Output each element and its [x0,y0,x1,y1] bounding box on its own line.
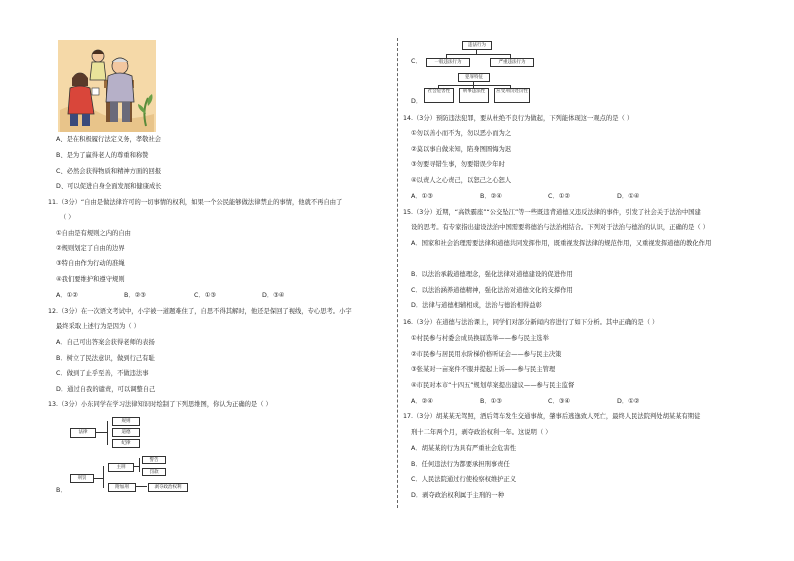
q13a-child-2: 道德 [112,428,140,437]
q13b-connector [93,478,103,479]
q15-option-d: D．法律与道德相辅相成，法治与德治相得益彰 [411,302,542,309]
q13b-main-child-2: 罚款 [142,468,166,476]
q11-item-3: ③特自由作为行动的准绳 [56,260,125,267]
q11-choice-b: B．②③ [124,292,146,299]
q13-option-d-diagram [420,72,560,106]
q11-item-4: ④我们要维护和遵守规则 [56,276,125,283]
column-divider [397,38,398,508]
q13a-bracket [107,421,108,445]
q15-option-c: C．以法治涵养道德精神，强化法治对道德文化的支撑作用 [411,287,573,294]
q13a-connector [95,432,107,433]
q12-option-d: D．通过自我的谴责，可以调整自己 [56,386,156,393]
q12-option-a: A．自己可出答案会获得老师的表扬 [56,339,155,346]
q16-item-2: ②市民参与居民用水阶梯价格听证会——参与民主决策 [411,351,562,358]
q13d-root-box: 犯罪特征 [458,73,490,82]
q11-choice-a: A．①② [56,292,78,299]
q12-option-c: C．做到了止乎至善，不做违法事 [56,370,149,377]
q13b-bracket [103,466,104,488]
q13-option-c-label: C． [411,58,422,65]
q13c-child-1: 一般违法行为 [426,58,470,67]
q13d-child-3: 应受刑罚处罚性 [494,88,530,103]
q17-option-b: B．任何违法行为都要承担刑事责任 [411,461,510,468]
q13d-cross-line [438,85,510,86]
q13a-child-1: 规则 [112,417,140,426]
q12-stem: 12.（3分）在一次语文考试中，小宇被一道题难住了，自思不得其解时，他还是保回了视线，专心思考。小宇 [48,308,352,315]
q13b-main-child-1: 警告 [142,456,166,464]
q13d-child-1: 社会危害性 [424,88,454,103]
q16-item-4: ④市民对本市“十四五”规划草案提出建议——参与民主监督 [411,382,575,389]
q11-choice-c: C．①③ [194,292,216,299]
q15-option-b: B．以法治承载道德理念，强化法律对道德建设的促进作用 [411,271,573,278]
q13c-root-box: 违法行为 [462,41,492,50]
q14-choice-c: C．①② [548,193,570,200]
q13-stem: 13.（3分）小东同学在学习法律知识时绘制了下列思维图，你认为正确的是（ ） [48,401,272,408]
q16-item-3: ③张某对一亩案件不服并提起上诉——参与民主管理 [411,366,556,373]
q14-item-1: ①勿以善小而不为，勿以恶小而为之 [411,130,512,137]
q12-option-b: B．树立了民法意识，做到行己有耻 [56,355,155,362]
q13-option-b-diagram [66,456,206,496]
q16-choice-c: C．③④ [548,398,570,405]
q14-item-2: ②莫以事自做来知，陷身图圄悔为迟 [411,146,512,153]
q11-item-1: ①自由是有规则之内的自由 [56,230,131,237]
q16-stem: 16.（3分）在道德与法治课上，同学们对部分新闻内容进行了如下分析。其中正确的是（ ） [403,319,659,326]
q13b-main-box: 主刑 [108,463,134,472]
q17-option-c: C．人民法院通过行使检察权维护正义 [411,476,517,483]
q10-option-b: B、是为了赢得老人的尊重和称赞 [56,152,149,159]
q13-option-a-diagram [60,416,170,452]
q15-option-a: A．国家和社会治理需要法律和道德共同发挥作用，既重视发挥法律的规范作用，又重视发挥道德的教化作用 [411,240,712,247]
q11-choice-d: D．③④ [262,292,285,299]
q17-stem: 17.（3分）胡某某无驾照，酒后驾车发生交通事故，肇事后逃逸致人死亡，最终人民法院判处胡某某有期徒 [403,413,701,420]
q16-choice-a: A．②④ [411,398,433,405]
q12-stem-2: 最终采取上述行为是因为（ ） [56,323,140,330]
q14-choice-a: A．①③ [411,193,433,200]
q17-option-d: D．剥夺政治权利属于主刑的一种 [411,492,505,499]
q15-stem: 15.（3分）近期，“高铁霸座”“公交坠江”等一些既违背道德又违反法律的事件，引发了社会关于法治中国建 [403,209,701,216]
q11-stem-paren: （ ） [60,214,75,221]
q14-choice-d: D．①④ [617,193,640,200]
q13b-extra-box: 附加刑 [108,483,136,492]
q13b-extra-child: 剥夺政治权利 [148,483,188,492]
q13c-child-2: 严重违法行为 [490,58,534,67]
q13-option-b-label: B． [56,487,67,494]
q17-option-a: A．胡某某的行为具有严重社会危害性 [411,445,517,452]
q13c-cross-line [446,54,510,55]
q16-item-1: ①村民参与村委会成员换届选举——参与民主选举 [411,335,549,342]
q17-stem-2: 刑十二年两个月，剥夺政治权利一年。这说明（ ） [411,429,552,436]
elderly-care-illustration [58,40,156,132]
q14-choice-b: B．②④ [480,193,502,200]
q10-option-c: C、必然会获得物质和精神方面的回报 [56,168,162,175]
q14-item-4: ④以责人之心责己，以恕己之心恕人 [411,177,512,184]
q13d-child-2: 刑事违法性 [459,88,489,103]
q15-stem-2: 设的思考。有专家指出建设法治中国需要将德治与法治相结合。下列对于法治与德治的认识，正确的是（ ） [411,224,709,231]
q13a-child-3: 纪律 [112,439,140,448]
q13b-main-bracket [139,458,140,472]
q13-option-d-label: D． [411,98,423,105]
q11-stem: 11.（3分）“自由是做法律许可的一切事情的权利，如果一个公民能够做法律禁止的事情，他就不再自由了 [48,199,343,206]
q13b-root-box: 刑罚 [70,474,94,483]
q10-option-a: A、是在积极履行法定义务，孝敬社会 [56,136,162,143]
q16-choice-d: D．①② [617,398,640,405]
q16-choice-b: B．①③ [480,398,502,405]
q14-item-3: ③勿要寻错生事，勿要错误少年时 [411,161,505,168]
q13b-extra-connector [135,486,147,487]
q13-option-c-diagram [420,40,560,70]
q11-item-2: ②规则划定了自由的边界 [56,245,125,252]
q13a-root-box: 法律 [70,428,96,438]
q14-stem: 14.（3分）预防违法犯罪，要从杜绝不良行为做起，下列能体现这一观点的是（ ） [403,115,634,122]
q10-option-d: D、可以促进自身全面发展和健康成长 [56,183,162,190]
